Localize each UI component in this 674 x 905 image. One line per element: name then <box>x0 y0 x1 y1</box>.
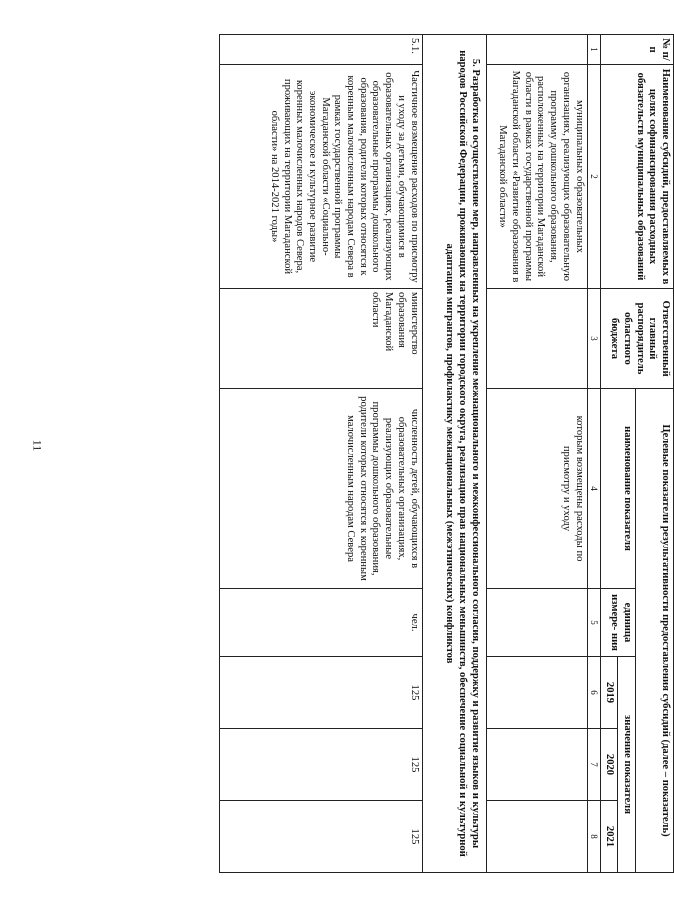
header-indicator-value: значение показателя <box>618 657 636 873</box>
continuation-value-2019 <box>486 657 587 729</box>
row-5-1-value-2020: 125 <box>219 729 422 801</box>
row-5-1-unit: чел. <box>219 589 422 657</box>
section-5-heading: 5. Разработка и осуществление мер, направленных на укрепление межнационального и межконфессионального согласия, поддержку и развитие языков и культуры народов Российской Федерации, проживающих на территории городского округа, реализацию прав национальных меньшинств, обеспечение социальной и культурной адаптации мигрантов, профилактику межнациональных (межэтнических) конфликтов <box>422 35 486 873</box>
subsidy-table <box>219 34 674 873</box>
rotated-table-page <box>152 34 674 872</box>
header-year-2021: 2021 <box>600 801 618 873</box>
header-targets: Целевые показатели результативности предоставления субсидий (далее – показатель) <box>636 389 674 873</box>
column-number-4: 4 <box>587 389 600 589</box>
header-distributor: Ответственный главный распорядитель областного бюджета <box>600 289 673 389</box>
column-number-1: 1 <box>587 35 600 65</box>
column-number-8: 8 <box>587 801 600 873</box>
header-indicator-name: наименование показателя <box>600 389 635 589</box>
continuation-value-2020 <box>486 729 587 801</box>
row-5-1-subsidy: Частичное возмещение расходов по присмотру и уходу за детьми, обучающимися в образовательных организациях, реализующих образовательные программы дошкольного образования, родители которых относятся к коренным малочисленным народам Севера в рамках государственной программы Магаданской области «Социально-экономическое и культурное развитие коренных малочисленных народов Севера, проживающих на территории Магаданской области» на 2014-2021 годы» <box>219 65 422 289</box>
continuation-subsidy-text: муниципальных образовательных организациях, реализующих образовательную программу дошкольного образования, расположенных на территории Магаданской области в рамках государственной программы Магаданской области «Развитие образования в Магаданской области» <box>486 65 587 289</box>
continuation-indicator-text: которым возмещены расходы по присмотру и уходу <box>486 389 587 589</box>
page-number: 11 <box>30 439 45 452</box>
row-5-1-distributor: министерство образования Магаданской области <box>219 289 422 389</box>
column-number-6: 6 <box>587 657 600 729</box>
header-year-2020: 2020 <box>600 729 618 801</box>
column-number-5: 5 <box>587 589 600 657</box>
continuation-value-2021 <box>486 801 587 873</box>
continuation-distributor-cell <box>486 289 587 389</box>
row-5-1-number: 5.1. <box>219 35 422 65</box>
header-subsidy-name: Наименование субсидий, предоставляемых в целях софинансирования расходных обязательств муниципальных образований <box>600 65 673 289</box>
header-number: № п/п <box>600 35 673 65</box>
continuation-unit-cell <box>486 589 587 657</box>
column-number-7: 7 <box>587 729 600 801</box>
continuation-number-cell <box>486 35 587 65</box>
column-number-3: 3 <box>587 289 600 389</box>
row-5-1-value-2019: 125 <box>219 657 422 729</box>
row-5-1-value-2021: 125 <box>219 801 422 873</box>
column-number-2: 2 <box>587 65 600 289</box>
header-year-2019: 2019 <box>600 657 618 729</box>
row-5-1-indicator: численность детей, обучающихся в образовательных организациях, реализующих образовательные программы дошкольного образования, родители которых относятся к коренным малочисленным народам Севера <box>219 389 422 589</box>
header-unit: единица измере- ния <box>600 589 635 657</box>
